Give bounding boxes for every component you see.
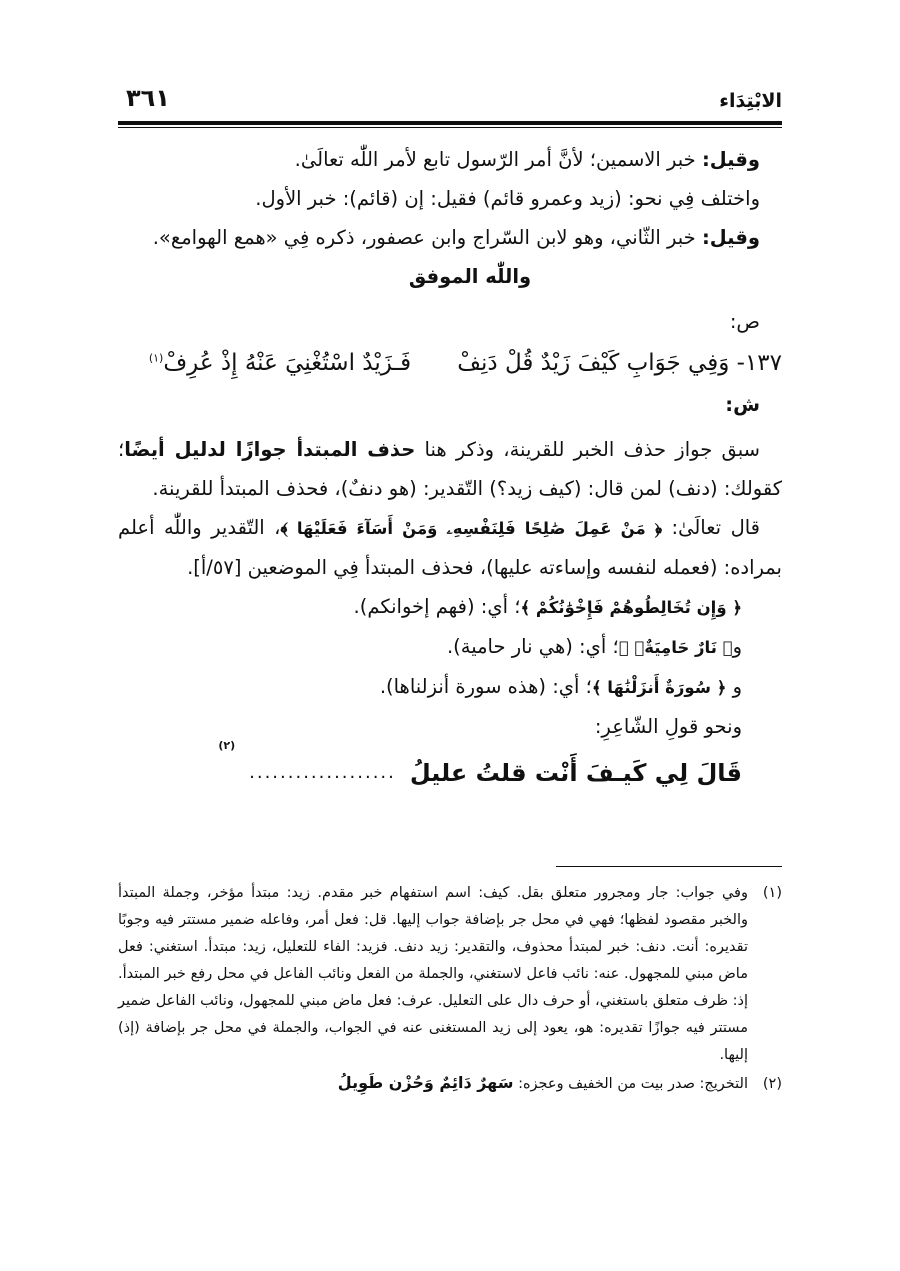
main-text [118,140,782,800]
text: قال تعالَىٰ: [662,516,761,539]
quran-example-3 [118,667,782,707]
book-page [118,0,782,1271]
text: خبر الثّاني، وهو لابن السّراج وابن عصفور، ذكره فِي «همع الهوامع». [152,226,702,249]
hemistich-text: وَفِي جَوَابِ كَيْفَ زَيْدٌ قُلْ دَنِفْ [457,350,730,376]
shin-marker: ش: [725,393,760,416]
verse-second-hemistich [149,341,411,385]
line-opinion-1 [118,140,782,179]
text: ؛ أي: (هي نار حامية). [446,635,619,658]
quran-example-1 [118,587,782,627]
paragraph-explanation [118,430,782,508]
quran-quote: ﴿ سُورَةٌ أَنزَلْنَٰهَا ﴾ [591,678,727,697]
text: سبق جواز حذف الخبر للقرينة، وذكر هنا [415,438,761,461]
footnote-ref: (٢) [218,739,236,752]
line-opinion-2 [118,218,782,257]
quran-quote: ﴿ وَإِن تُخَالِطُوهُمْ فَإِخْوَٰنُكُمْ ﴾ [520,598,742,617]
header-rule-thick [118,121,782,125]
text: ؛ أي: (فهم إخوانكم). [353,595,521,618]
keyword: وقيل: [701,226,760,249]
closing-phrase: واللّٰه الموفق [408,265,532,288]
poem-text: قَالَ لِي كَيـفَ أَنْت قلتُ عليلُ [409,759,742,787]
poet-intro: ونحو قولِ الشّاعِرِ: [594,715,742,738]
footnote-bold-text: سَهرٌ دَائِمٌ وَحُزْن طَوِيلُ [337,1073,514,1092]
bold-text: حذف المبتدأ جوازًا لدليل أيضًا [124,438,416,461]
text: واختلف فِي نحو: (زيد وعمرو قائم) فقيل: إن (قائم): خبر الأول. [255,187,760,210]
footnote-2 [118,1069,782,1098]
hemistich-text: فَـزَيْدٌ اسْتُغْنِيَ عَنْهُ إِذْ عُرِفْ [163,350,412,376]
footnote-ref: (١) [148,351,164,365]
poem-line [118,739,782,800]
poem-dots: ................... [249,762,396,783]
page-number: ٣٦١ [126,84,170,112]
text: ؛ كقولك: (دنف) لمن قال: (كيف زيد؟) التّقدير: (هو دنفٌ)، فحذف المبتدأ للقرينة. [118,438,782,500]
text: ، التّقدير واللّٰه أعلم بمراده: (فعمله لنفسه وإساءته عليها)، فحذف المبتدأ فِي الموضعين [٥٧/أ]. [118,516,782,579]
text: خبر الاسمين؛ لأنَّ أمر الرّسول تابع لأمر اللّٰه تعالَىٰ. [294,148,702,171]
text: ؛ أي: (هذه سورة أنزلناها). [379,675,592,698]
footnotes [118,880,782,1098]
footnote-number: (١) [762,885,782,901]
text: و [726,675,742,698]
running-title: الابْتِدَاء [719,90,782,112]
footnote-rule [556,866,782,867]
quran-quote: ﴿ مَنْ عَمِلَ صَٰلِحًا فَلِنَفْسِهِۦ وَمَنْ أَسَآءَ فَعَلَيْهَا ﴾ [280,519,663,538]
quran-example-2 [118,627,782,667]
footnote-1 [118,880,782,1069]
line-dispute [118,179,782,218]
keyword: وقيل: [701,148,760,171]
footnote-text: وفي جواب: جار ومجرور متعلق بقل. كيف: اسم استفهام خبر مقدم. زيد: مبتدأ مؤخر، وجملة المبتدأ والخبر مقصود لفظها؛ فهي في محل جر بإضافة جواب إليها. قل: فعل أمر، وفاعله ضمير مستتر فيه وجوبًا تقديره: أنت. دنف: خبر لمبتدأ محذوف، والتقدير: زيد دنف. فزيد: الفاء للتعليل، زيد: مبتدأ. استغني: فعل ماض مبني للمجهول. عنه: نائب فاعل لاستغني، والجملة من الفعل ونائب الفاعل في محل رفع خبر المبتدأ. إذ: ظرف متعلق باستغني، أو حرف دال على التعليل. عرف: فعل ماض مبني للمجهول، ونائب الفاعل ضمير مستتر فيه جوازًا تقديره: هو، يعود إلى زيد المستغنى عنه في الجواب، والجملة في محل جر بإضافة (إذ) إليها. [118,885,748,1063]
text: و [732,635,742,658]
sad-marker: ص: [729,310,760,333]
header-rule-thin [118,127,782,128]
footnote-number: (٢) [762,1076,782,1092]
verse-number: ١٣٧- [736,350,782,376]
page-header [118,84,782,118]
quran-quote: ﴿ نَارٌ حَامِيَةٌۢ ﴾ [618,638,733,657]
footnote-text: التخريج: صدر بيت من الخفيف وعجزه: [513,1076,748,1092]
verse-first-hemistich [457,341,782,385]
verse-137 [118,341,782,385]
paragraph-quran [118,508,782,587]
